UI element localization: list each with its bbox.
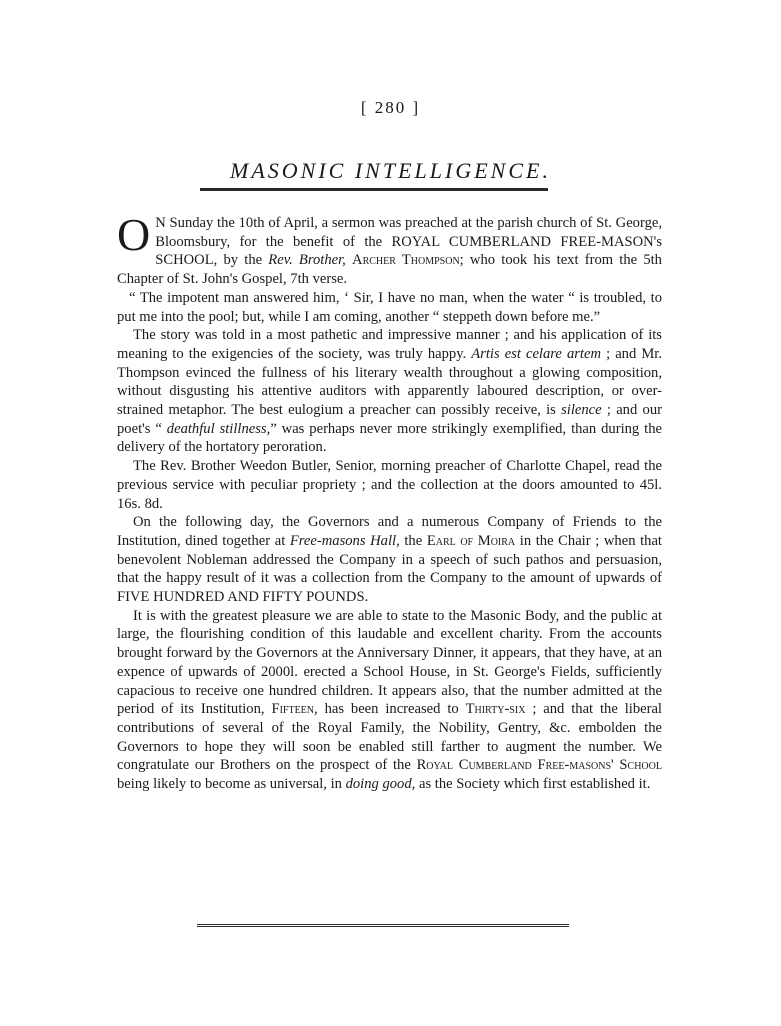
bottom-rule [197, 924, 569, 930]
drop-cap: O [117, 209, 151, 260]
title-rule [200, 188, 548, 191]
p6-text-b: has been increased to [317, 701, 466, 718]
paragraph-2: “ The impotent man answered him, ‘ Sir, I have no man, when the water “ is troubled, to put me into the pool; but, while I am coming, another “ steppeth down before me.” [117, 289, 662, 325]
p6-text-d: being likely to become as universal, in [117, 776, 346, 793]
paragraph-6 [117, 607, 662, 794]
page-number: [ 280 ] [360, 98, 421, 117]
paragraph-1 [117, 209, 662, 289]
p5-text-b: the [399, 532, 427, 549]
paragraph-5 [117, 513, 662, 607]
p3-text-c: ; and our poet's “ [117, 402, 662, 437]
p6-text-c: ; and that the liberal contributions of several of the Royal Family, the Nobility, Gentry, &c. embolden the Governors to hope they will soon be enabled still farther to augment the number. We congratulate our Brothers on the prospect of the [117, 701, 662, 774]
p1-text-c: ; who took his text from the 5th Chapter of St. John's Gospel, 7th verse. [117, 252, 662, 288]
p3-text-d: ” was perhaps never more strikingly exemplified, than during the delivery of the hortatory peroration. [117, 420, 662, 456]
p3-deathful: deathful stillness, [166, 420, 271, 437]
p1-rev: Rev. Brother, [268, 252, 346, 269]
p3-text-a: The story was told in a most pathetic and impressive manner ; and his application of its meaning to the exigencies of the society, was truly happy. [117, 327, 662, 362]
p6-school: Royal Cumberland Free-masons' School [416, 757, 662, 774]
p3-text-b: ; and Mr. Thompson evinced the fullness of his literary wealth throughout a glowing composition, without disgusting his attentive auditors with apparently laboured description, or over-strained metaphor. The best eulogium a preacher can possibly receive, is [117, 345, 662, 419]
p6-doing: doing good, [345, 776, 416, 793]
scripture-quote [117, 289, 662, 326]
p1-archer: Archer Thompson [352, 252, 460, 269]
p5-earl: Earl of Moira [426, 532, 516, 549]
p5-text-a: On the following day, the Governors and a numerous Company of Friends to the Institution, dined together at [117, 514, 662, 549]
p6-thirty: Thirty-six [465, 701, 526, 718]
p3-silence: silence [561, 402, 602, 419]
p1-text-a: N Sunday the 10th of April, a sermon was preached at the parish church of St. George, Bloomsbury, for the benefit of the ROYAL CUMBERLAND FREE-MASON's SCHOOL, by the [155, 215, 662, 269]
p5-hall: Free-masons Hall, [289, 532, 400, 549]
paragraph-3 [117, 326, 662, 457]
article-title: MASONIC INTELLIGENCE. [230, 158, 551, 183]
p3-artis: Artis est celare artem [471, 345, 602, 362]
p5-text-c: in the Chair ; when that benevolent Nobleman addressed the Company in a speech of such pathos and persuasion, that the happy result of it was a collection from the Company to the amount of upwards of FIVE HUNDRED AND FIFTY POUNDS. [117, 532, 662, 606]
p6-text-a: It is with the greatest pleasure we are able to state to the Masonic Body, and the public at large, the flourishing condition of this laudable and excellent charity. From the accounts brought forward by the Governors at the Anniversary Dinner, it appears, that they have, at an expence of upwards of 2000l. erected a School House, in St. George's Fields, sufficiently capacious to receive one hundred children. It appears also, that the number admitted at the period of its Institution, [117, 607, 662, 718]
paragraph-4: The Rev. Brother Weedon Butler, Senior, morning preacher of Charlotte Chapel, read the previous service with peculiar propriety ; and the collection at the doors amounted to 45l. 16s. 8d. [117, 458, 662, 512]
p6-text-e: as the Society which first established it. [415, 776, 651, 793]
p6-fifteen: Fifteen, [271, 701, 318, 718]
article-body [117, 209, 662, 794]
